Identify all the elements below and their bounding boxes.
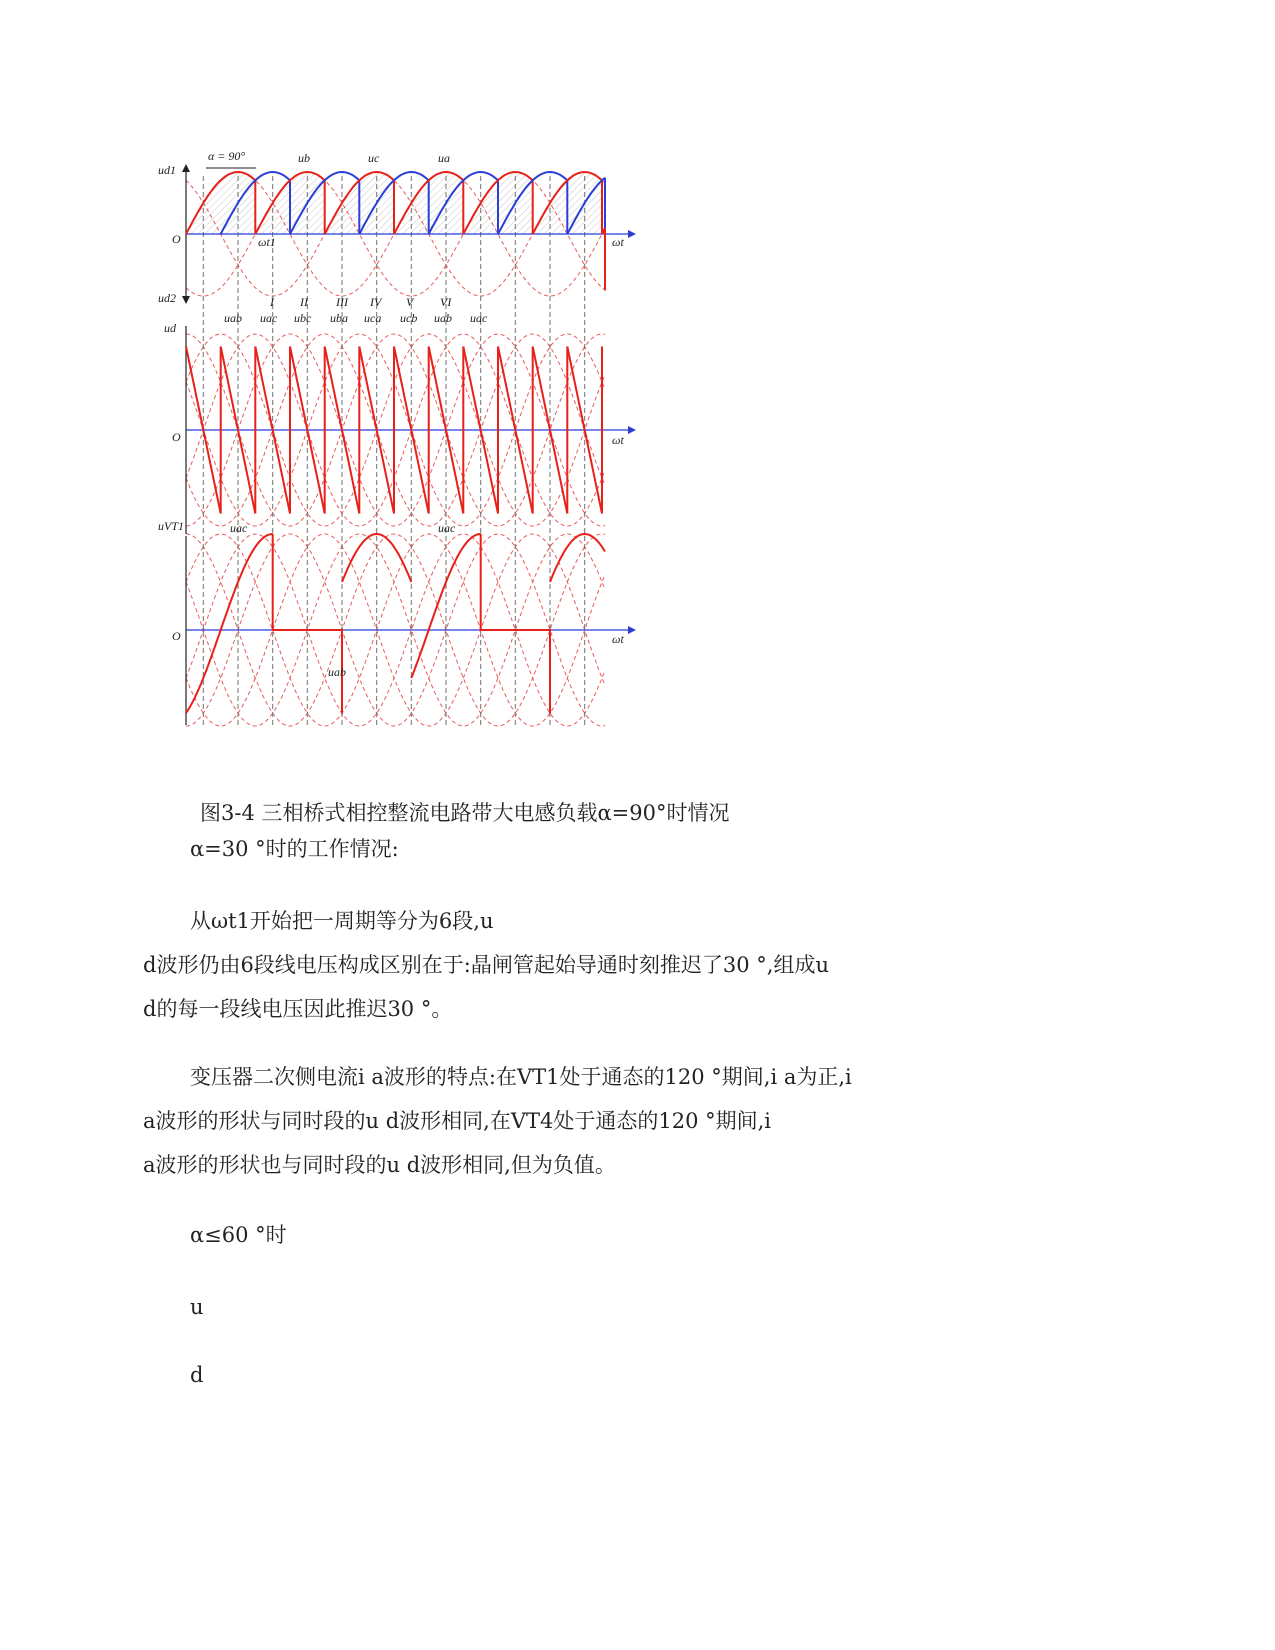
- segment-label-6: VI: [440, 295, 452, 309]
- paragraph-line-5: a波形的形状与同时段的u d波形相同,在VT4处于通态的120 °期间,i: [143, 1109, 772, 1133]
- line-voltage-label-5: uca: [364, 311, 382, 325]
- phase-label-ua: ua: [438, 151, 450, 165]
- omega-t-label-3: ωt: [612, 632, 624, 646]
- vt1-label-uab: uab: [328, 665, 346, 679]
- segment-label-4: IV: [370, 295, 382, 309]
- omega-t-label-2: ωt: [612, 433, 624, 447]
- omega-t-label-1: ωt: [612, 235, 624, 249]
- origin-label-2: O: [172, 430, 181, 444]
- vt1-rise-4: [550, 534, 605, 582]
- waveform-figure: [150, 140, 650, 760]
- dashed-reference-waves: [186, 172, 605, 726]
- y-axis-arrow-down-1: [182, 296, 190, 304]
- line-voltage-label-3: ubc: [294, 311, 312, 325]
- segment-label-3: III: [336, 295, 348, 309]
- waveform-svg: [150, 140, 650, 760]
- phase-label-uc: uc: [368, 151, 380, 165]
- segment-label-1: I: [270, 295, 274, 309]
- line-voltage-label-7: uab: [434, 311, 452, 325]
- vt1-label-uac-2: uac: [438, 521, 456, 535]
- axis-label-ud1: ud1: [158, 163, 176, 177]
- line-voltage-label-6: ucb: [400, 311, 418, 325]
- axis-label-ud2: ud2: [158, 291, 176, 305]
- paragraph-alpha-30-heading: α=30 °时的工作情况:: [190, 837, 399, 861]
- paragraph-line-6: a波形的形状也与同时段的u d波形相同,但为负值。: [143, 1153, 616, 1177]
- vt1-label-uac-1: uac: [230, 521, 248, 535]
- paragraph-line-3: d的每一段线电压因此推迟30 °。: [143, 997, 453, 1021]
- axis-label-uvt1: uVT1: [158, 519, 185, 533]
- vt1-rise-2: [342, 534, 411, 582]
- omega-t1-label: ωt1: [258, 235, 276, 249]
- x-axis-arrow-3: [628, 626, 636, 634]
- solid-waves: [186, 172, 605, 714]
- paragraph-line-2: d波形仍由6段线电压构成区别在于:晶闸管起始导通时刻推迟了30 °,组成u: [143, 953, 829, 977]
- segment-label-2: II: [300, 295, 308, 309]
- x-axis-arrow-2: [628, 426, 636, 434]
- segment-label-5: V: [406, 295, 414, 309]
- paragraph-line-1: 从ωt1开始把一周期等分为6段,u: [190, 909, 494, 933]
- paragraph-line-4: 变压器二次侧电流i a波形的特点:在VT1处于通态的120 °期间,i a为正,i: [190, 1065, 852, 1089]
- paragraph-symbol-u: u: [190, 1295, 204, 1319]
- paragraph-symbol-d: d: [190, 1363, 204, 1387]
- vt1-rise-1: [186, 534, 273, 713]
- line-voltage-label-4: uba: [330, 311, 348, 325]
- line-voltage-label-1: uab: [224, 311, 242, 325]
- alpha-label: α = 90°: [208, 149, 246, 163]
- figure-caption: 图3-4 三相桥式相控整流电路带大电感负载α=90°时情况: [200, 801, 730, 825]
- phase-label-ub: ub: [298, 151, 310, 165]
- axis-label-ud: ud: [164, 321, 176, 335]
- origin-label-3: O: [172, 629, 181, 643]
- line-voltage-label-2: uac: [260, 311, 278, 325]
- paragraph-alpha-60-heading: α≤60 °时: [190, 1223, 287, 1247]
- origin-label-1: O: [172, 232, 181, 246]
- x-axis-arrow-1: [628, 230, 636, 238]
- y-axis-arrow-up-1: [182, 164, 190, 172]
- line-voltage-label-8: uac: [470, 311, 488, 325]
